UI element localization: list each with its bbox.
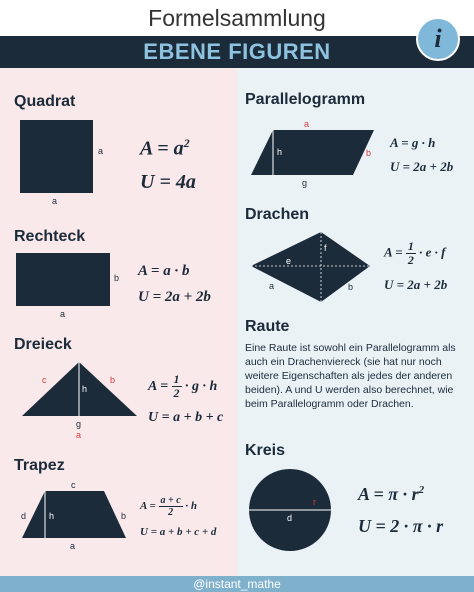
section-banner: EBENE FIGUREN <box>0 36 474 68</box>
rechteck-label-side: b <box>114 273 120 283</box>
dreieck-label-c: c <box>42 375 47 385</box>
dreieck-label-b: b <box>110 375 116 385</box>
quadrat-title: Quadrat <box>14 93 76 110</box>
drachen-area-formula: A = $\frac{1}{2}$ · e · f <box>384 239 446 268</box>
parallelogramm-title: Parallelogramm <box>245 91 366 108</box>
parallelogramm-label-a: a <box>304 119 310 129</box>
parallelogramm-label-h: h <box>277 147 283 157</box>
footer-handle[interactable]: @instant_mathe <box>0 576 474 592</box>
parallelogramm-label-g: g <box>302 178 308 188</box>
trapez-label-b: b <box>121 511 127 521</box>
drachen-label-e: e <box>286 256 292 266</box>
quadrat-label-side: a <box>98 146 104 156</box>
trapez-label-h: h <box>49 511 55 521</box>
quadrat-label-bottom: a <box>52 196 58 206</box>
trapez-label-d: d <box>21 511 27 521</box>
dreieck-area-formula: A = $\frac{1}{2}$ · g · h <box>148 372 218 401</box>
trapez-area-formula: A = $\frac{a + c}{2}$ · h <box>140 495 198 518</box>
kreis-perimeter-formula: U = 2 · π · r <box>358 516 444 536</box>
dreieck-title: Dreieck <box>14 336 72 353</box>
dreieck-perimeter-formula: U = a + b + c <box>148 410 224 425</box>
kreis-label-r: r <box>313 497 316 507</box>
rechteck-perimeter-formula: U = 2a + 2b <box>138 289 211 305</box>
drachen-perimeter-formula: U = 2a + 2b <box>384 277 448 292</box>
trapez-label-a: a <box>70 541 76 551</box>
quadrat-perimeter-formula: U = 4a <box>140 171 196 193</box>
kreis-title: Kreis <box>245 442 286 459</box>
page-title: Formelsammlung <box>0 0 474 36</box>
dreieck-label-a: a <box>76 430 82 440</box>
trapez-title: Trapez <box>14 457 65 474</box>
kreis-label-d: d <box>287 513 293 523</box>
dreieck-label-h: h <box>82 384 88 394</box>
trapez-perimeter-formula: U = a + b + c + d <box>140 526 217 538</box>
dreieck-label-g: g <box>76 419 82 429</box>
kreis-area-formula: $A = \pi \cdot r^2$ <box>358 484 425 504</box>
rechteck-title: Rechteck <box>14 228 86 245</box>
parallelogramm-area-formula: A = g · h <box>390 135 436 150</box>
trapez-label-c: c <box>71 480 76 490</box>
info-icon[interactable]: i <box>416 17 460 61</box>
rechteck-area-formula: A = a · b <box>138 263 190 279</box>
drachen-label-a: a <box>269 281 275 291</box>
drachen-label-f: f <box>324 243 327 253</box>
rechteck-label-bottom: a <box>60 309 66 319</box>
raute-description: Eine Raute ist sowohl ein Parallelogramm als auch ein Drachenviereck (sie hat nur noch weitere Eigenschaften als jedes der anderen beiden). A und U werden also berechnet, wie beim Parallelogramm oder Drachen. <box>245 342 456 410</box>
drachen-label-b: b <box>348 282 354 292</box>
drachen-title: Drachen <box>245 206 310 223</box>
parallelogramm-perimeter-formula: U = 2a + 2b <box>390 159 454 174</box>
raute-title: Raute <box>245 318 290 335</box>
parallelogramm-label-b: b <box>366 148 372 158</box>
quadrat-area-formula: $A = a^2$ <box>140 136 190 160</box>
